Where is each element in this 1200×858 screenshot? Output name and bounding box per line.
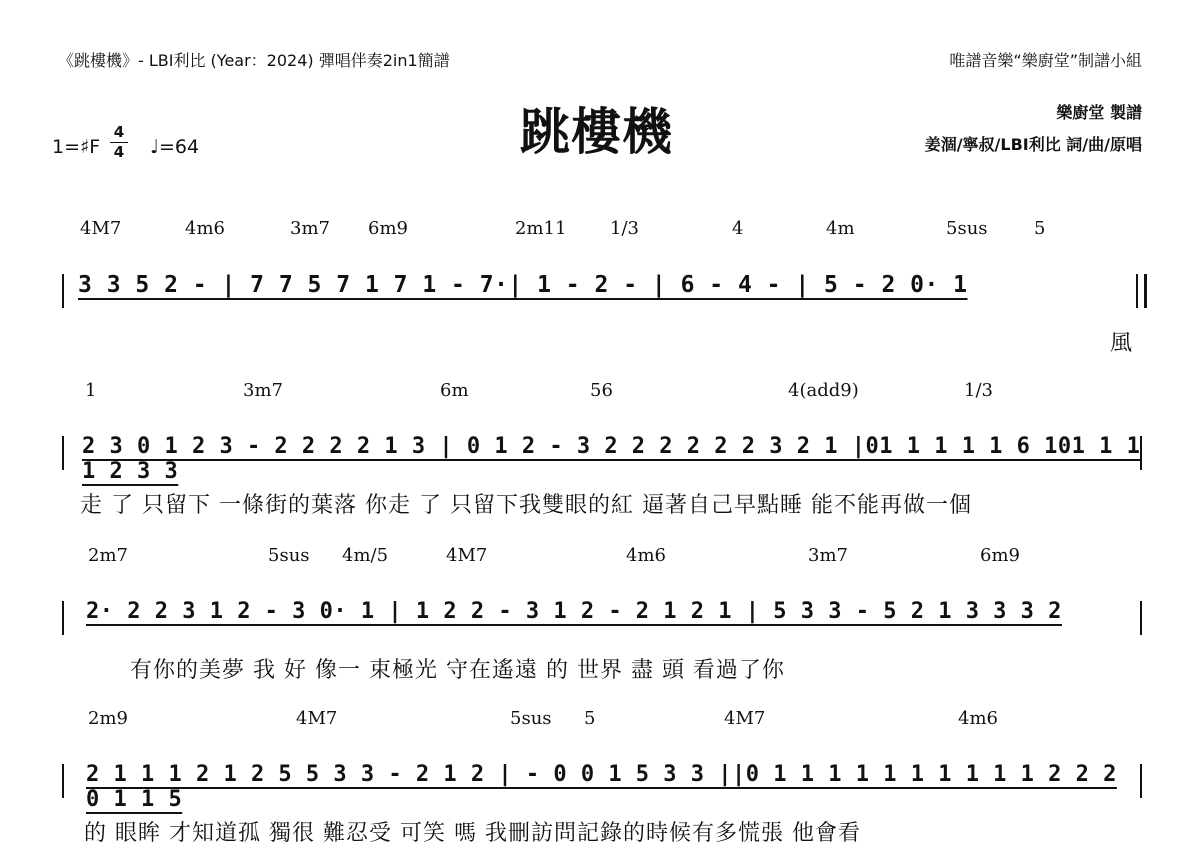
chord-row xyxy=(0,218,1200,244)
notation-row xyxy=(60,266,1142,316)
song-title: 跳樓機 xyxy=(520,103,673,161)
score-system-3 xyxy=(0,545,1200,695)
score-system-2 xyxy=(0,380,1200,530)
chord-row xyxy=(0,545,1200,571)
barline xyxy=(1136,274,1138,308)
lyrics-line: 有你的美夢 我 好 像一 束極光 守在遙遠 的 世界 盡 頭 看過了你 xyxy=(130,658,785,683)
score-system-1 xyxy=(0,218,1200,368)
chord-symbol: 4(add9) xyxy=(788,380,859,401)
time-signature xyxy=(110,124,128,161)
tempo-marking: ♩=64 xyxy=(150,136,200,158)
chord-symbol: 2m11 xyxy=(515,218,567,239)
chord-symbol: 2m7 xyxy=(88,545,128,566)
numbered-notes: 2 3 0 1 2 3 - 2 2 2 2 1 3 | 0 1 2 - 3 2 2 2 2 2 2 3 2 1 |01 1 1 1 1 6 101 1 1 1 2 3 3 xyxy=(82,434,1141,484)
chord-symbol: 3m7 xyxy=(290,218,330,239)
chord-symbol: 4m6 xyxy=(185,218,225,239)
chord-symbol: 4M7 xyxy=(80,218,122,239)
chord-symbol: 6m xyxy=(440,380,469,401)
chord-row xyxy=(0,708,1200,734)
lyrics-line: 的 眼眸 才知道孤 獨很 難忍受 可笑 嗎 我刪訪問記錄的時候有多慌張 他會看 xyxy=(84,821,861,846)
notation-row xyxy=(60,428,1142,484)
chord-symbol: 4M7 xyxy=(296,708,338,729)
chord-symbol: 1/3 xyxy=(610,218,639,239)
lyrics-line: 風 xyxy=(1110,331,1134,356)
chord-row xyxy=(0,380,1200,406)
chord-symbol: 4m xyxy=(826,218,855,239)
chord-symbol: 4m/5 xyxy=(342,545,389,566)
chord-symbol: 6m9 xyxy=(980,545,1020,566)
song-header-info: 《跳樓機》- LBI利比 (Year：2024) 彈唱伴奏2in1簡譜 xyxy=(58,51,450,70)
numbered-notes: 3 3 5 2 - | 7 7 5 7 1 7 1 - 7·| 1 - 2 - | 6 - 4 - | 5 - 2 0· 1 xyxy=(78,272,968,298)
meter-top: 4 xyxy=(113,123,125,141)
score-system-4 xyxy=(0,708,1200,858)
chord-symbol: 6m9 xyxy=(368,218,408,239)
chord-symbol: 5sus xyxy=(510,708,552,729)
chord-symbol: 4M7 xyxy=(446,545,488,566)
notation-row xyxy=(60,756,1142,812)
chord-symbol: 56 xyxy=(590,380,613,401)
numbered-notes: 2 1 1 1 2 1 2 5 5 3 3 - 2 1 2 | - 0 0 1 5 3 3 ||0 1 1 1 1 1 1 1 1 1 1 2 2 2 0 1 1 5 xyxy=(86,762,1117,812)
arranger-credit: 樂廚堂 製譜 xyxy=(1056,103,1142,122)
chord-symbol: 5 xyxy=(584,708,596,729)
chord-symbol: 3m7 xyxy=(808,545,848,566)
chord-symbol: 3m7 xyxy=(243,380,283,401)
key-signature: 1=♯F xyxy=(52,136,101,158)
chord-symbol: 4 xyxy=(732,218,744,239)
notation-row xyxy=(60,593,1142,643)
writers-credit: 姜涸/寧叔/LBI利比 詞/曲/原唱 xyxy=(924,135,1142,154)
chord-symbol: 2m9 xyxy=(88,708,128,729)
chord-symbol: 4M7 xyxy=(724,708,766,729)
double-barline xyxy=(1144,274,1147,308)
meter-bottom: 4 xyxy=(113,143,125,161)
barline xyxy=(1140,764,1142,798)
chord-symbol: 5sus xyxy=(268,545,310,566)
chord-symbol: 4m6 xyxy=(626,545,666,566)
barline xyxy=(1140,436,1142,470)
chord-symbol: 5 xyxy=(1034,218,1046,239)
publisher-label: 唯譜音樂“樂廚堂”制譜小組 xyxy=(949,51,1142,70)
numbered-notes: 2· 2 2 3 1 2 - 3 0· 1 | 1 2 2 - 3 1 2 - 2 1 2 1 | 5 3 3 - 5 2 1 3 3 3 2 xyxy=(86,599,1062,624)
lyrics-line: 走 了 只留下 一條街的葉落 你走 了 只留下我雙眼的紅 逼著自己早點睡 能不能再做一個 xyxy=(80,493,972,518)
barline xyxy=(1140,601,1142,635)
chord-symbol: 5sus xyxy=(946,218,988,239)
chord-symbol: 4m6 xyxy=(958,708,998,729)
chord-symbol: 1 xyxy=(85,380,97,401)
chord-symbol: 1/3 xyxy=(964,380,993,401)
